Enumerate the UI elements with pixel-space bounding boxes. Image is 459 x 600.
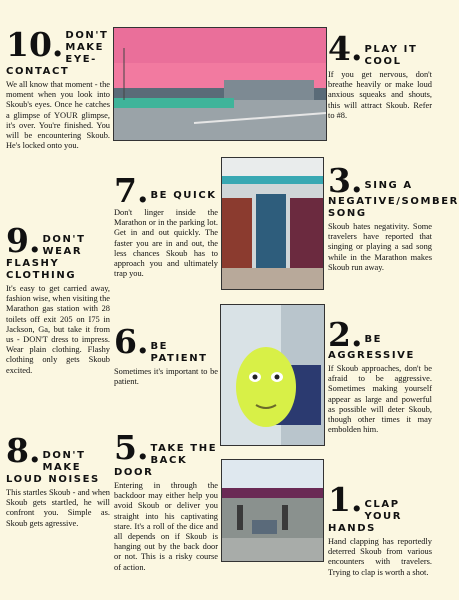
tip-3 [328, 161, 459, 273]
gas-station-photo [221, 459, 324, 562]
tip-number: 1. [328, 480, 363, 519]
tip-number: 8. [6, 431, 41, 470]
tip-number: 5. [114, 428, 149, 467]
tip-heading: SING A NEGATIVE/SOMBER SONG [328, 180, 459, 219]
tip-body: If you get nervous, don't breathe heavily or make loud anxious squeaks and shouts, this will attract Skoub. Refer to #8. [328, 70, 432, 120]
tip-heading: BE PATIENT [150, 341, 208, 364]
tip-body: This startles Skoub - and when Skoub gets startled, he will confront you. Simple as. Skoub gets agressive. [6, 488, 110, 528]
tip-number: 10. [6, 25, 64, 64]
tip-body: Sometimes it's important to be patient. [114, 367, 218, 387]
tip-body: Entering in through the backdoor may either help you avoid Skoub or deliver you straight into his captivating stare. It's a roll of the dice and all depends on if Skoub is hanging out by the back door or not. This is a risky course of action. [114, 481, 218, 572]
tip-body: It's easy to get carried away, fashion wise, when visiting the Marathon gas station with 28 toilets off exit 205 on I75 in Jackson, Ga, but take it from us - DON'T dress to impress. Wear plain clothing. Flashy clothing only gets Skoub excited. [6, 284, 110, 375]
tip-8 [6, 431, 110, 529]
tip-body: Don't linger inside the Marathon or in the parking lot. Get in and out quickly. The faster you are in and out, the less chances Skoub has to approach you and ultimately trap you. [114, 208, 218, 279]
tip-body: If Skoub approaches, don't be afraid to be aggressive. Sometimes making yourself appear as large and powerful as possible will deter Skoub, though other times it may embolden him. [328, 364, 432, 435]
tip-heading: BE AGGRESSIVE [328, 334, 415, 361]
tip-heading: PLAY IT COOL [364, 44, 418, 67]
store-interior-photo [221, 157, 324, 290]
tip-heading: DON'T MAKE LOUD NOISES [6, 450, 100, 485]
tip-number: 7. [114, 171, 149, 210]
tip-number: 2. [328, 315, 363, 354]
tip-2 [328, 315, 432, 435]
tip-number: 9. [6, 221, 41, 260]
tip-4 [328, 29, 432, 121]
tip-heading: DON'T WEAR FLASHY CLOTHING [6, 234, 86, 281]
tip-7 [114, 171, 218, 279]
tip-6 [114, 322, 218, 387]
tip-heading: DON'T MAKE EYE-CONTACT [6, 30, 109, 77]
tip-heading: TAKE THE BACK DOOR [114, 443, 218, 478]
tip-9 [6, 221, 110, 376]
tip-10 [6, 25, 110, 151]
tip-number: 4. [328, 29, 363, 68]
tip-body: Hand clapping has reportedly deterred Skoub from various encounters with travelers. Trying to clap is worth a shot. [328, 537, 432, 577]
tip-number: 6. [114, 322, 149, 361]
tip-heading: CLAP YOUR HANDS [328, 499, 403, 534]
tip-1 [328, 480, 432, 578]
skoub-face-photo [220, 304, 325, 446]
tip-heading: BE QUICK [150, 190, 217, 201]
tip-body: Skoub hates negativity. Some travelers have reported that singing or playing a sad song while in the Marathon makes Skoub run away. [328, 222, 432, 272]
parking-lot-photo [113, 27, 327, 141]
tip-number: 3. [328, 161, 363, 200]
tip-5 [114, 428, 218, 573]
tip-body: We all know that moment - the moment when you look into Skoub's eyes. Once he catches a glimpse of YOUR glimpse, it's over. You're finished. You will be encountering Skoub. He's locked onto you. [6, 80, 110, 151]
